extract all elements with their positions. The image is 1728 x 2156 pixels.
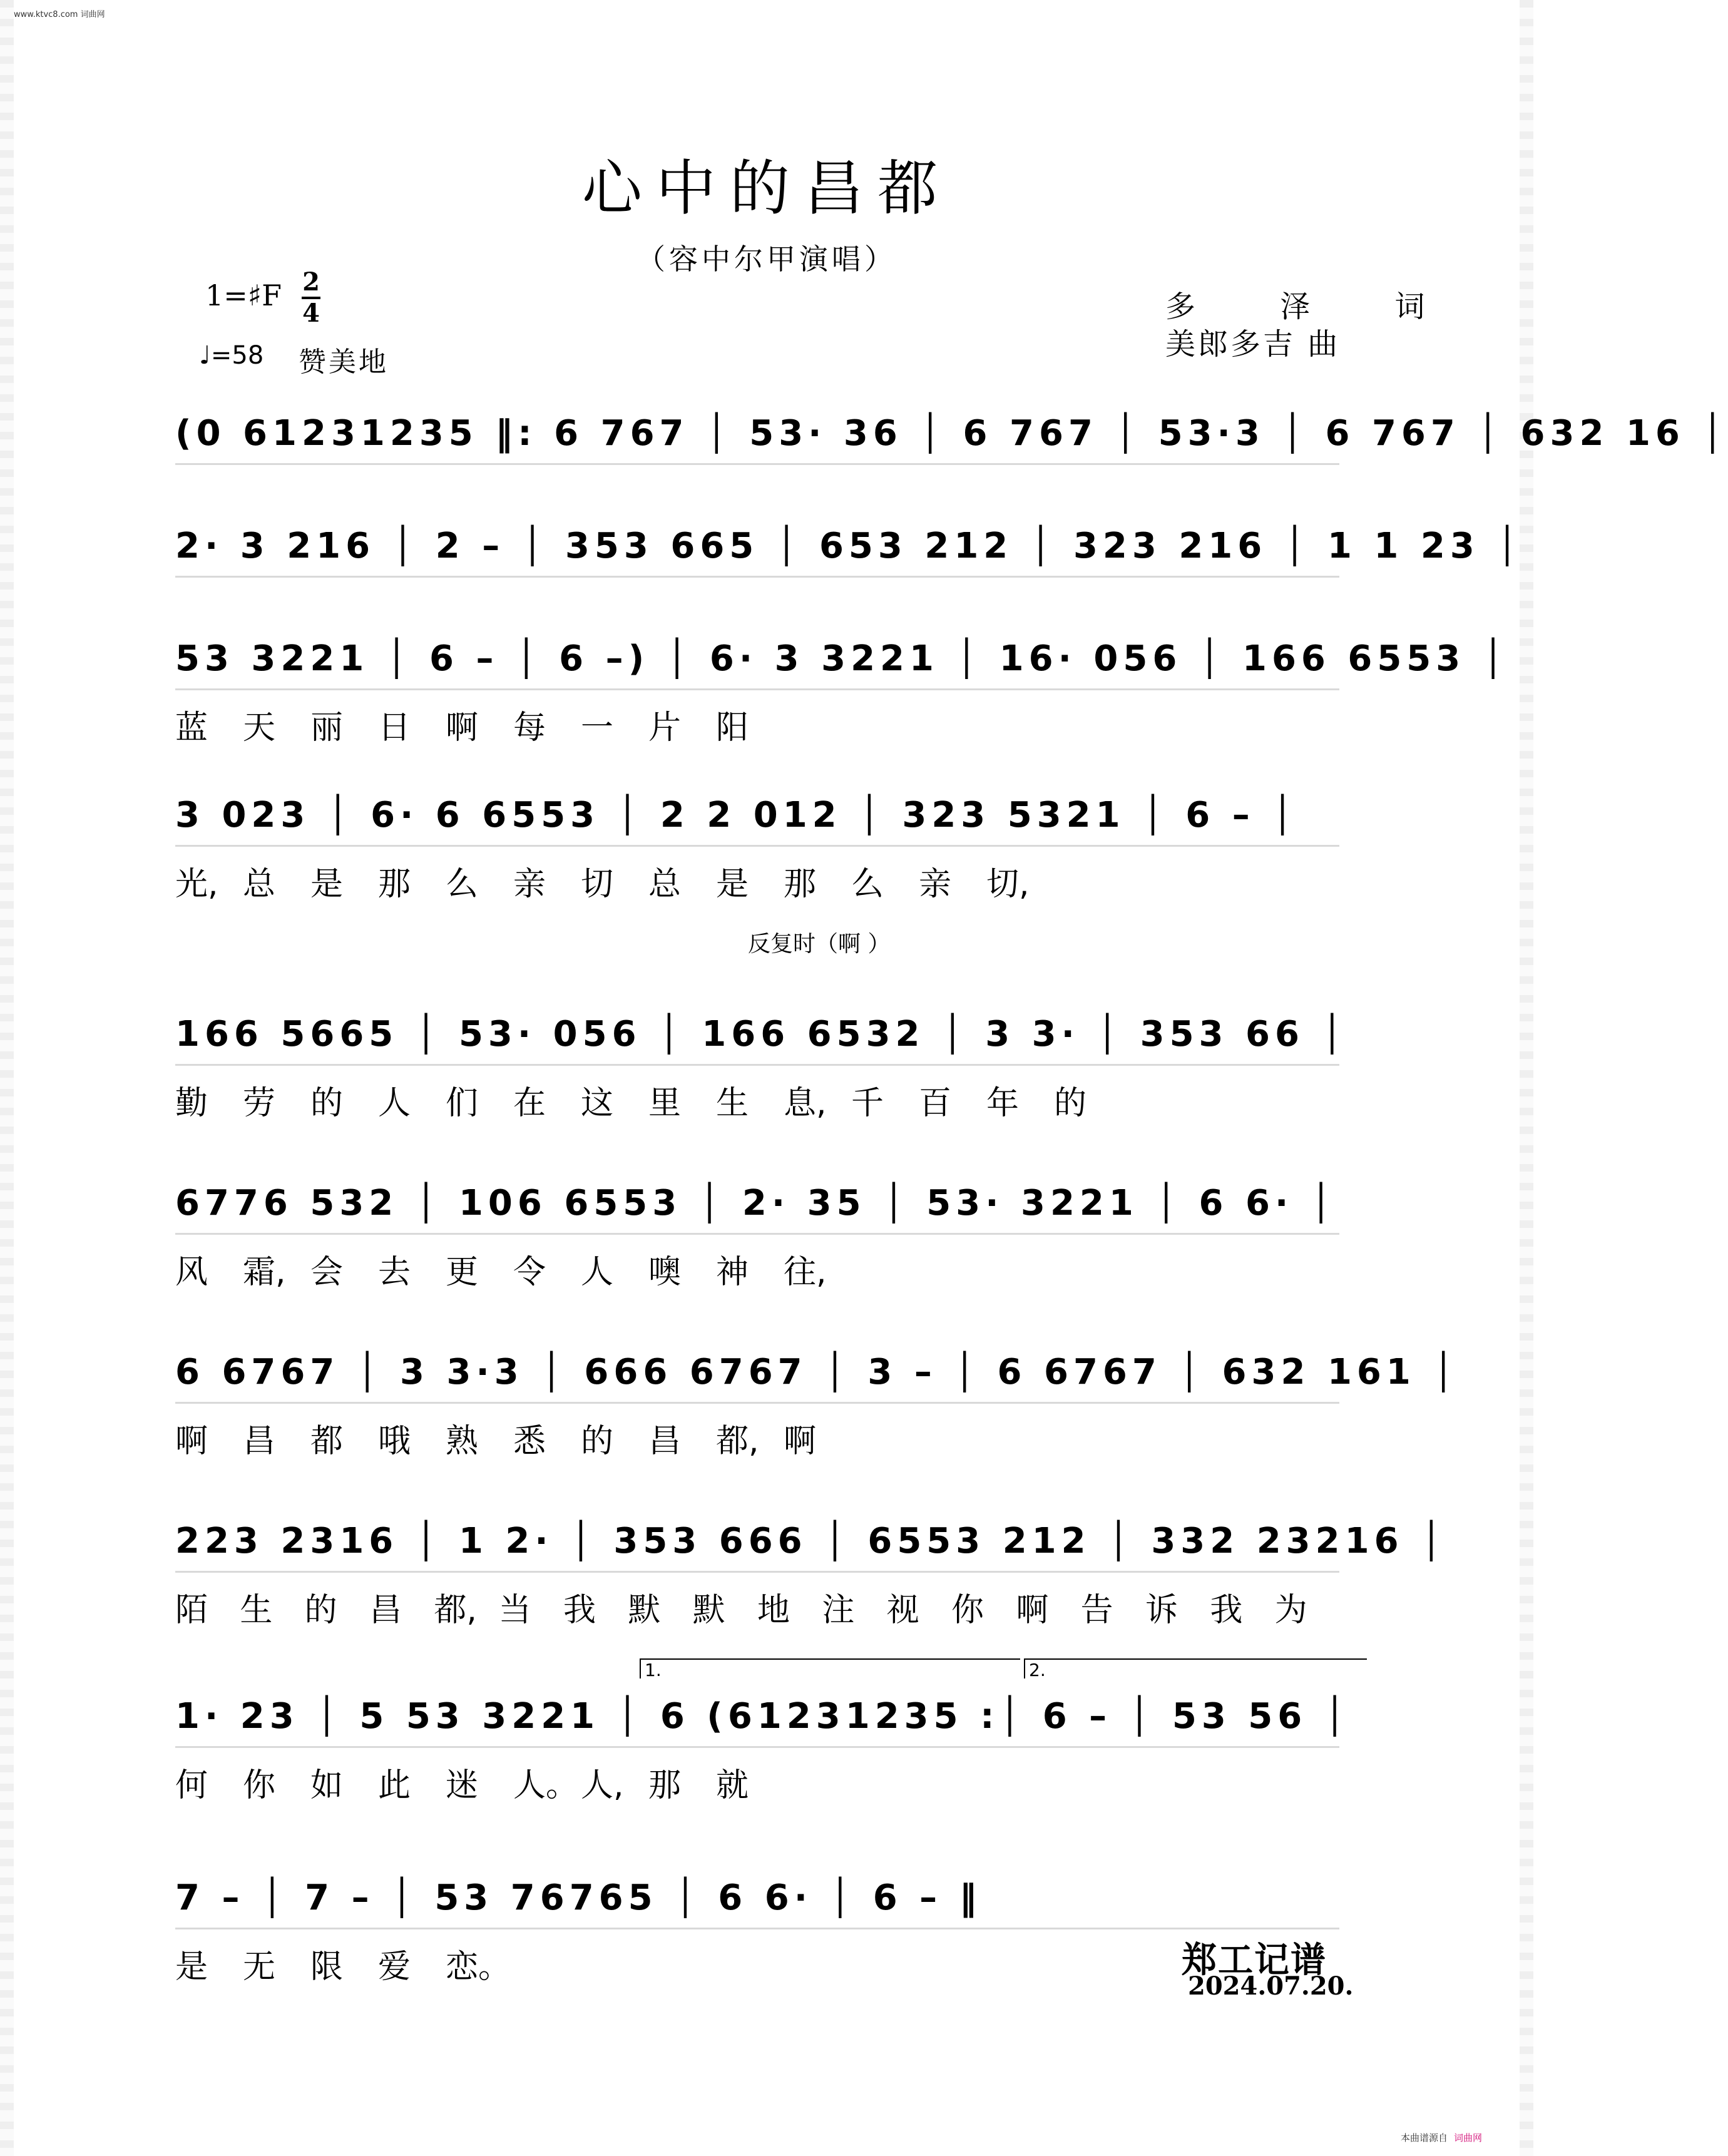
lyric-syllable: 哦 [378,1423,411,1460]
lyric-syllable: 片 [648,709,682,747]
song-subtitle: （容中尔甲演唱） [636,242,897,276]
lyric-syllable: 你 [951,1591,984,1629]
lyric-syllable: 亲 [919,866,952,903]
lyric-syllable: 何 [175,1767,208,1804]
volta-first-ending: 1. [640,1658,1020,1678]
lyric-syllable: 注 [822,1591,855,1629]
time-signature-bottom: 4 [302,299,320,328]
footer-site-link[interactable]: 词曲网 [1454,2132,1483,2143]
notes-line: 53 3221 │ 6 – │ 6 –) │ 6· 3 3221 │ 16· 056 │ 166 6553 │ [175,638,1509,679]
lyric-syllable: 迷 [446,1767,479,1804]
lyric-syllable: 那 [648,1767,682,1804]
beam-line [175,1928,1339,1929]
top-watermark: www.ktvc8.com 词曲网 [14,10,105,19]
score-row-9 [175,1683,1372,1809]
lyric-syllable: 你 [243,1767,276,1804]
lyric-syllable: 恋。 [446,1948,511,1986]
score-row-1 [175,401,1728,526]
lyric-syllable: 那 [378,866,411,903]
lyric-syllable: 悉 [513,1423,546,1460]
lyric-syllable: 亲 [513,866,546,903]
lyric-syllable: 千 [851,1085,884,1122]
lyric-syllable: 陌 [175,1591,208,1629]
lyric-syllable: 们 [446,1085,479,1122]
lyric-syllable: 是 [310,866,344,903]
lyric-syllable: 如 [310,1767,344,1804]
time-signature-top: 2 [302,267,320,297]
lyric-syllable: 天 [243,709,276,747]
lyricist-credit: 多 泽 词 [1165,289,1463,324]
lyric-syllable: 切 [581,866,614,903]
lyric-syllable: 都, [434,1591,477,1629]
lyric-syllable: 往, [784,1254,827,1291]
lyric-syllable: 令 [513,1254,546,1291]
volta-second-ending: 2. [1024,1658,1367,1678]
expression-marking: 赞美地 [299,346,389,378]
time-signature [302,269,320,327]
lyric-syllable: 我 [563,1591,596,1629]
lyric-syllable: 昌 [648,1423,682,1460]
lyric-syllable: 无 [243,1948,276,1986]
lyric-syllable: 人, [581,1767,624,1804]
lyric-syllable: 是 [716,866,749,903]
lyric-syllable: 啊 [784,1423,817,1460]
lyric-syllable: 人。 [513,1767,579,1804]
beam-line [175,1746,1339,1748]
lyric-syllable: 默 [628,1591,661,1629]
lyric-syllable: 风 [175,1254,208,1291]
lyric-syllable: 的 [304,1591,337,1629]
lyric-syllable: 的 [581,1423,614,1460]
lyric-syllable: 百 [919,1085,952,1122]
score-row-8 [175,1508,1447,1633]
lyric-syllable: 昌 [369,1591,402,1629]
lyric-syllable: 的 [1054,1085,1087,1122]
beam-line [175,688,1339,690]
footer-text: 本曲谱源自 [1401,2132,1448,2143]
notes-line: 6776 532 │ 106 6553 │ 2· 35 │ 53· 3221 │ 6 6· │ [175,1183,1337,1224]
score-row-5 [175,1001,1372,1127]
lyric-syllable: 生 [716,1085,749,1122]
lyric-syllable: 年 [986,1085,1020,1122]
beam-line [175,1233,1339,1235]
notes-line: 166 5665 │ 53· 056 │ 166 6532 │ 3 3· │ 353 66 │ [175,1014,1348,1055]
song-title: 心中的昌都 [582,153,951,223]
lyric-syllable: 霜, [243,1254,286,1291]
lyric-syllable: 一 [581,709,614,747]
lyric-syllable: 日 [378,709,411,747]
lyric-syllable: 人 [378,1085,411,1122]
lyric-syllable: 的 [310,1085,344,1122]
lyric-syllable: 劳 [243,1085,276,1122]
lyric-syllable: 地 [757,1591,790,1629]
lyric-syllable: 总 [648,866,682,903]
notes-line: 7 – │ 7 – │ 53 76765 │ 6 6· │ 6 – ‖ [175,1878,982,1918]
notes-line: 6 6767 │ 3 3·3 │ 666 6767 │ 3 – │ 6 6767 │ 632 161 │ [175,1352,1460,1392]
score-row-7 [175,1339,1460,1464]
composer-credit: 美郎多吉 曲 [1165,327,1341,362]
score-row-4 [175,782,1372,907]
notes-line: (0 61231235 ‖: 6 767 │ 53· 36 │ 6 767 │ 53·3 │ 6 767 │ 632 16 │ [175,413,1728,454]
lyric-syllable: 更 [446,1254,479,1291]
score-row-2 [175,513,1523,638]
lyric-syllable: 丽 [310,709,344,747]
lyric-syllable: 么 [851,866,884,903]
lyric-syllable: 么 [446,866,479,903]
lyric-syllable: 限 [310,1948,344,1986]
score-row-6 [175,1170,1372,1295]
beam-line [175,576,1339,578]
lyric-syllable: 息, [784,1085,827,1122]
score-row-3 [175,626,1509,751]
lyric-syllable: 每 [513,709,546,747]
lyric-syllable: 啊 [1016,1591,1049,1629]
beam-line [175,1064,1339,1066]
lyric-syllable: 是 [175,1948,208,1986]
lyric-syllable: 勤 [175,1085,208,1122]
notes-line: 223 2316 │ 1 2· │ 353 666 │ 6553 212 │ 332 23216 │ [175,1521,1447,1561]
right-border-strip [1520,0,1533,2156]
lyric-syllable: 噢 [648,1254,682,1291]
transcription-date: 2024.07.20. [1188,1971,1354,2001]
lyric-syllable: 生 [240,1591,273,1629]
lyric-syllable: 这 [581,1085,614,1122]
left-border-strip [0,0,14,2156]
lyric-syllable: 人 [581,1254,614,1291]
lyric-syllable: 我 [1210,1591,1243,1629]
beam-line [175,845,1339,847]
lyric-syllable: 告 [1080,1591,1113,1629]
lyric-syllable: 诉 [1145,1591,1178,1629]
lyric-syllable: 都 [310,1423,344,1460]
lyric-syllable: 为 [1274,1591,1307,1629]
lyric-syllable: 去 [378,1254,411,1291]
lyric-syllable: 默 [692,1591,725,1629]
lyric-syllable: 神 [716,1254,749,1291]
key-signature: 1=♯F [205,278,282,312]
transcriber-signature: 郑工记谱 [1182,1940,1327,1981]
lyric-syllable: 爱 [378,1948,411,1986]
lyric-syllable: 昌 [243,1423,276,1460]
lyric-syllable: 里 [648,1085,682,1122]
footer-source [1401,2131,1482,2144]
notes-line: 2· 3 216 │ 2 – │ 353 665 │ 653 212 │ 323 216 │ 1 1 23 │ [175,526,1523,566]
lyric-syllable: 啊 [175,1423,208,1460]
lyric-syllable: 此 [378,1767,411,1804]
lyric-syllable: 蓝 [175,709,208,747]
repeat-note: 反复时（啊 ） [748,931,891,957]
lyric-syllable: 视 [886,1591,919,1629]
credits [1165,288,1463,363]
notes-line: 3 023 │ 6· 6 6553 │ 2 2 012 │ 323 5321 │ 6 – │ [175,795,1298,835]
lyric-syllable: 啊 [446,709,479,747]
notes-line: 1· 23 │ 5 53 3221 │ 6 (61231235 :│ 6 – │ 53 56 │ [175,1696,1351,1737]
lyric-syllable: 会 [310,1254,344,1291]
lyric-syllable: 阳 [716,709,749,747]
lyric-syllable: 都, [716,1423,759,1460]
beam-line [175,1402,1339,1404]
lyric-syllable: 就 [716,1767,749,1804]
lyric-syllable: 当 [498,1591,531,1629]
lyric-syllable: 那 [784,866,817,903]
lyric-syllable: 总 [243,866,276,903]
lyric-syllable: 切, [986,866,1030,903]
beam-line [175,1571,1339,1573]
lyric-syllable: 在 [513,1085,546,1122]
lyric-syllable: 熟 [446,1423,479,1460]
tempo-marking: ♩=58 [199,341,264,370]
lyric-syllable: 光, [175,866,218,903]
beam-line [175,463,1339,465]
